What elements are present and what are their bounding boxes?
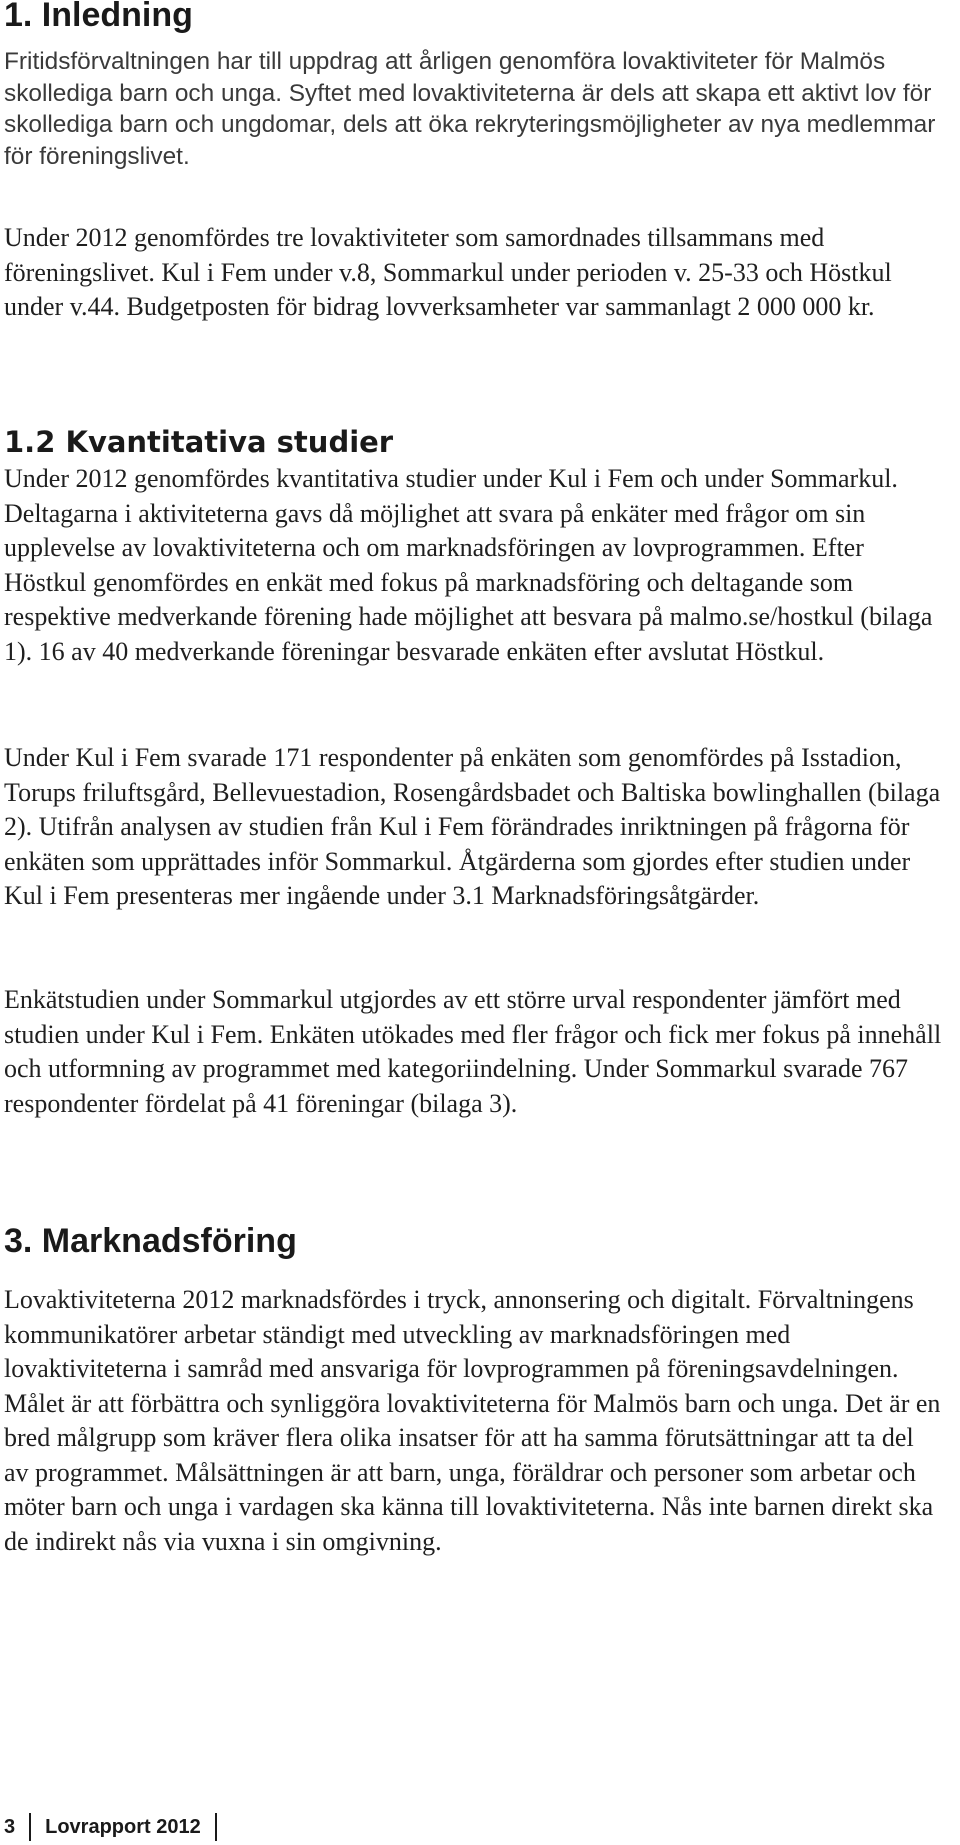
page-footer — [4, 1813, 217, 1841]
footer-divider — [29, 1813, 31, 1841]
paragraph-kvantitativa-2: Under Kul i Fem svarade 171 respondenter på enkäten som genomfördes på Isstadion, Torups friluftsgård, Bellevuestadion, Rosengårdsbadet och Baltiska bowlinghallen (bilaga 2). Utifrån analysen av studien från Kul i Fem förändrades inriktningen på frågorna för enkäten som upprättades inför Sommarkul. Åtgärderna som gjordes efter studien under Kul i Fem presenteras mer ingående under 3.1 Marknadsföringsåtgärder. — [4, 743, 941, 910]
subsection-heading-kvantitativa-studier: 1.2 Kvantitativa studier — [4, 425, 394, 459]
paragraph-inledning-1: Fritidsförvaltningen har till uppdrag att årligen genomföra lovaktiviteter för Malmös skollediga barn och unga. Syftet med lovaktiviteterna är dels att skapa ett aktivt lov för skollediga barn och ungdomar, dels att öka rekryteringsmöjligheter av nya medlemmar för föreningslivet. — [4, 48, 936, 170]
section-heading-inledning: 1. Inledning — [4, 0, 193, 34]
footer-document-title: Lovrapport 2012 — [45, 1816, 201, 1838]
footer-divider — [215, 1813, 217, 1841]
paragraph-marknadsforing-1: Lovaktiviteterna 2012 marknadsfördes i tryck, annonsering och digitalt. Förvaltningens kommunikatörer arbetar ständigt med utveckling av marknadsföringen med lovaktiviteterna i samråd med ansvariga för lovprogrammen på föreningsavdelningen. Målet är att förbättra och synliggöra lovaktiviteterna för Malmös barn och unga. Det är en bred målgrupp som kräver flera olika insatser för att ha samma förutsättningar att ta del av programmet. Målsättningen är att barn, unga, föräldrar och personer som arbetar och möter barn och unga i vardagen ska känna till lovaktiviteterna. Nås inte barnen direkt ska de indirekt nås via vuxna i sin omgivning. — [4, 1285, 941, 1556]
paragraph-inledning-2: Under 2012 genomfördes tre lovaktiviteter som samordnades tillsammans med föreningslivet. Kul i Fem under v.8, Sommarkul under perioden v. 25-33 och Höstkul under v.44. Budgetposten för bidrag lovverksamheter var sammanlagt 2 000 000 kr. — [4, 223, 892, 321]
section-heading-marknadsforing: 3. Marknadsföring — [4, 1222, 297, 1260]
paragraph-kvantitativa-3: Enkätstudien under Sommarkul utgjordes av ett större urval respondenter jämfört med studien under Kul i Fem. Enkäten utökades med fler frågor och fick mer fokus på innehåll och utformning av programmet med kategoriindelning. Under Sommarkul svarade 767 respondenter fördelat på 41 föreningar (bilaga 3). — [4, 985, 942, 1118]
paragraph-kvantitativa-1: Under 2012 genomfördes kvantitativa studier under Kul i Fem och under Sommarkul. Deltagarna i aktiviteterna gavs då möjlighet att svara på enkäter med frågor om sin upplevelse av lovaktiviteterna och om marknadsföringen av lovprogrammen. Efter Höstkul genomfördes en enkät med fokus på marknadsföring och deltagande som respektive medverkande förening hade möjlighet att besvara på malmo.se/hostkul (bilaga 1). 16 av 40 medverkande föreningar besvarade enkäten efter avslutat Höstkul. — [4, 464, 933, 666]
page-number: 3 — [4, 1816, 16, 1838]
